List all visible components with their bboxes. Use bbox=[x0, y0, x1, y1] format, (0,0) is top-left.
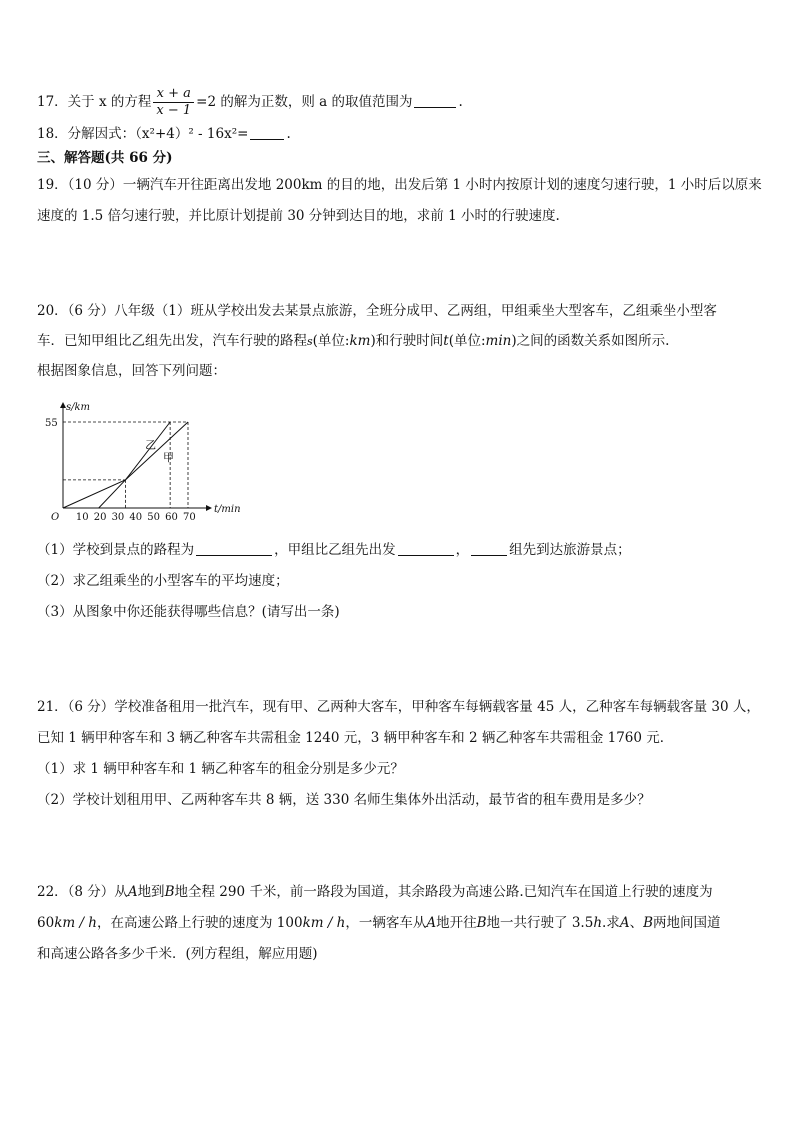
q22-speed-1: 60 bbox=[37, 915, 55, 931]
q22-text-e2: 地一共行驶了 3.5 bbox=[486, 915, 594, 931]
y-tick-label-55: 55 bbox=[45, 418, 58, 429]
q20-unit-km: km bbox=[349, 333, 371, 349]
q17-fraction-denominator: x − 1 bbox=[153, 102, 194, 119]
q20-unit-open-2: (单位: bbox=[448, 333, 486, 349]
q17-fraction bbox=[153, 86, 194, 119]
q22-var-A-3: A bbox=[619, 915, 630, 931]
q22-text-d2: 地开往 bbox=[436, 915, 477, 931]
q17-answer-blank[interactable] bbox=[414, 93, 456, 108]
q22-var-A: A bbox=[127, 884, 138, 900]
question-21-line-1: 21．（6 分）学校准备租用一批汽车，现有甲、乙两种大客车，甲种客车每辆载客量 45 人，乙种客车每辆载客量 30 人， bbox=[37, 699, 760, 715]
q22-var-B: B bbox=[164, 884, 175, 900]
q20-sub1-blank-time[interactable] bbox=[398, 541, 454, 556]
question-19-line-1: 19．（10 分）一辆汽车开往距离出发地 200km 的目的地，出发后第 1 小时内按原计划的速度匀速行驶，1 小时后以原来 bbox=[37, 177, 762, 193]
x-tick-label-10: 10 bbox=[75, 512, 89, 523]
q20-unit-open: (单位: bbox=[312, 333, 350, 349]
q22-unit-2: km / h bbox=[302, 915, 346, 931]
question-22-line-1 bbox=[37, 882, 713, 902]
question-22-line-3: 和高速公路各多少千米．(列方程组，解应用题) bbox=[37, 946, 318, 962]
x-tick-label-40: 40 bbox=[129, 512, 143, 523]
series-label-jia: 甲 bbox=[163, 451, 174, 465]
q20-var-s: s bbox=[307, 335, 313, 348]
question-20-line-3: 根据图象信息，回答下列问题： bbox=[37, 363, 226, 379]
x-tick-label-70: 70 bbox=[183, 512, 196, 523]
distance-time-chart bbox=[30, 398, 241, 526]
question-17 bbox=[37, 86, 463, 119]
question-20-line-2 bbox=[37, 331, 669, 352]
y-axis-label: s/km bbox=[66, 402, 91, 413]
question-20-sub-2: （2）求乙组乘坐的小型客车的平均速度； bbox=[37, 573, 289, 589]
q20-sub1-text-d: 组先到达旅游景点； bbox=[509, 542, 631, 558]
q22-text-f2: .求 bbox=[602, 915, 620, 931]
x-tick-label-30: 30 bbox=[111, 512, 125, 523]
q22-unit-h: h bbox=[593, 915, 603, 931]
q20-sub1-blank-group[interactable] bbox=[471, 541, 507, 556]
q20-sub1-blank-distance[interactable] bbox=[196, 541, 272, 556]
q22-var-A-2: A bbox=[426, 915, 437, 931]
question-20-line-1: 20．（6 分）八年级（1）班从学校出发去某景点旅游，全班分成甲、乙两组，甲组乘坐大型客车，乙组乘坐小型客 bbox=[37, 303, 717, 319]
x-axis-arrow bbox=[206, 505, 212, 511]
x-tick-label-60: 60 bbox=[165, 512, 178, 523]
question-21-sub-2: （2）学校计划租用甲、乙两种客车共 8 辆，送 330 名师生集体外出活动，最节省的租车费用是多少？ bbox=[37, 792, 651, 808]
q22-text-a: 22．（8 分）从 bbox=[37, 884, 128, 900]
question-18 bbox=[37, 124, 291, 144]
x-axis-label: t/min bbox=[214, 504, 241, 515]
question-20-sub-1 bbox=[37, 540, 631, 560]
series-label-yi: 乙 bbox=[145, 438, 157, 452]
q22-text-c2: ，一辆客车从 bbox=[345, 915, 427, 931]
x-tick-label-20: 20 bbox=[93, 512, 107, 523]
series-line-yi bbox=[99, 422, 170, 508]
question-22-line-2 bbox=[37, 913, 720, 933]
question-21-line-2: 已知 1 辆甲种客车和 3 辆乙种客车共需租金 1240 元，3 辆甲种客车和 2 辆乙种客车共需租金 1760 元． bbox=[37, 730, 674, 746]
q20-line2-text: 车．已知甲组比乙组先出发，汽车行驶的路程 bbox=[37, 333, 307, 349]
q17-end: . bbox=[458, 94, 463, 110]
q22-text-g2: 、 bbox=[629, 915, 644, 931]
q20-sub1-text-b: ，甲组比乙组先出发 bbox=[274, 542, 396, 558]
q22-var-B-2: B bbox=[476, 915, 487, 931]
q22-text-b: 地到 bbox=[137, 884, 165, 900]
q20-sub1-text-c: ， bbox=[455, 542, 470, 558]
question-21-sub-1: （1）求 1 辆甲种客车和 1 辆乙种客车的租金分别是多少元？ bbox=[37, 761, 404, 777]
q20-line2-mid: )和行驶时间 bbox=[370, 333, 444, 349]
q17-prefix: 17．关于 x 的方程 bbox=[37, 94, 152, 110]
q22-text-speed-2: ，在高速公路上行驶的速度为 100 bbox=[97, 915, 303, 931]
q20-sub1-text-a: （1）学校到景点的路程为 bbox=[37, 542, 195, 558]
q18-text: 18．分解因式：（x²+4）² - 16x²= bbox=[37, 126, 249, 142]
x-tick-label-50: 50 bbox=[147, 512, 161, 523]
q18-end: . bbox=[286, 126, 291, 142]
q20-line2-end: )之间的函数关系如图所示. bbox=[511, 333, 670, 349]
q22-unit-1: km / h bbox=[54, 915, 97, 931]
section-heading: 三、解答题(共 66 分) bbox=[37, 150, 173, 166]
q18-answer-blank[interactable] bbox=[250, 125, 284, 140]
q22-text-h2: 两地间国道 bbox=[652, 915, 721, 931]
origin-label: O bbox=[51, 512, 60, 523]
q20-unit-min: min bbox=[485, 333, 512, 349]
q22-var-B-3: B bbox=[643, 915, 653, 931]
question-19-line-2: 速度的 1.5 倍匀速行驶，并比原计划提前 30 分钟到达目的地，求前 1 小时的行驶速度. bbox=[37, 208, 560, 224]
q17-fraction-numerator: x + a bbox=[156, 86, 191, 101]
q22-text-c: 地全程 290 千米，前一路段为国道，其余路段为高速公路.已知汽车在国道上行驶的速度为 bbox=[174, 884, 713, 900]
q20-var-t: t bbox=[443, 333, 449, 349]
question-20-sub-3: （3）从图象中你还能获得哪些信息？(请写出一条) bbox=[37, 604, 340, 620]
q17-suffix: =2 的解为正数，则 a 的取值范围为 bbox=[196, 94, 413, 110]
